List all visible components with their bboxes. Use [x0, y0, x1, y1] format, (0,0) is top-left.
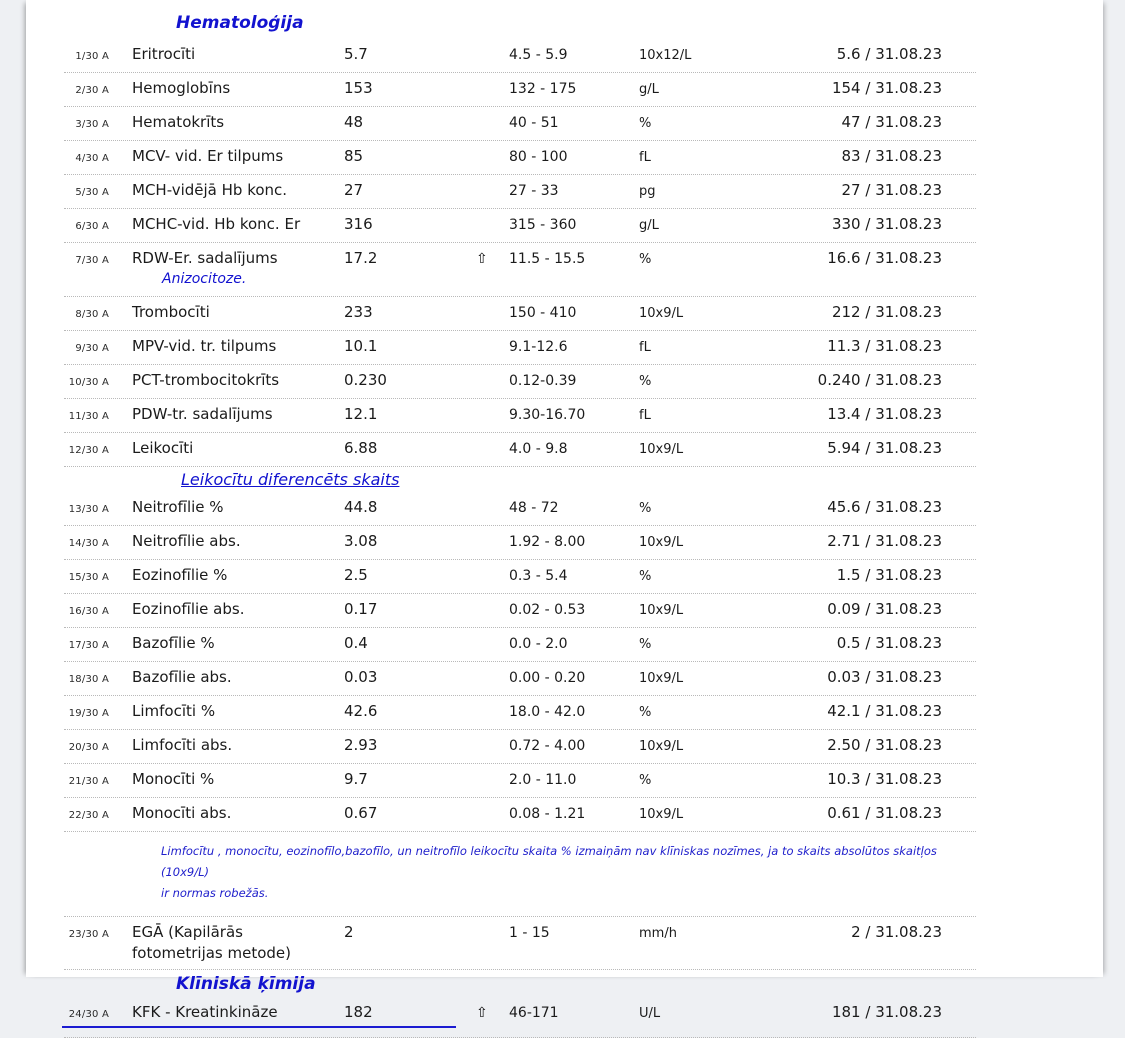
reference-range: 4.0 - 9.8: [509, 441, 568, 457]
result-value: 2.93: [344, 736, 378, 754]
unit: pg: [639, 184, 656, 199]
test-name: Trombocīti: [132, 303, 210, 321]
comment-note-line: ir normas robežās.: [161, 886, 269, 900]
row-index: 18/30 A: [68, 674, 109, 685]
previous-result: 13.4 / 31.08.23: [827, 405, 942, 423]
section-link-header: [64, 467, 976, 492]
previous-result: 42.1 / 31.08.23: [827, 702, 942, 720]
result-value: 17.2: [344, 249, 378, 267]
row-index: 2/30 A: [75, 85, 109, 96]
test-name-cell: [109, 248, 344, 291]
unit: %: [639, 773, 652, 788]
previous-result: 47 / 31.08.23: [841, 113, 942, 131]
test-name: PDW-tr. sadalījums: [132, 405, 273, 423]
row-index: 9/30 A: [75, 343, 109, 354]
row-index: 22/30 A: [68, 810, 109, 821]
unit: 10x9/L: [639, 807, 684, 822]
reference-range: 150 - 410: [509, 305, 577, 321]
result-value: 2: [344, 923, 354, 941]
test-name-cell: [109, 769, 344, 789]
row-index: 16/30 A: [68, 606, 109, 617]
row-index: 24/30 A: [68, 1009, 109, 1020]
result-row[interactable]: [64, 175, 976, 209]
test-name-cell: [109, 922, 344, 964]
test-name-cell: [109, 44, 344, 64]
previous-result: 181 / 31.08.23: [831, 1003, 942, 1021]
row-index: 3/30 A: [75, 119, 109, 130]
reference-range: 315 - 360: [509, 217, 577, 233]
result-value: 0.230: [344, 371, 387, 389]
row-index: 12/30 A: [68, 445, 109, 456]
result-value: 12.1: [344, 405, 378, 423]
result-value: 2.5: [344, 566, 368, 584]
test-name-cell: [109, 404, 344, 424]
row-index: 17/30 A: [68, 640, 109, 651]
previous-result: 10.3 / 31.08.23: [827, 770, 942, 788]
previous-result: 212 / 31.08.23: [831, 303, 942, 321]
reference-range: 40 - 51: [509, 115, 559, 131]
unit: 10x12/L: [639, 48, 692, 63]
test-name: Neitrofīlie abs.: [132, 532, 241, 550]
previous-result: 0.240 / 31.08.23: [817, 371, 942, 389]
result-value: 0.17: [344, 600, 378, 618]
unit: %: [639, 252, 652, 267]
test-name-cell: [109, 78, 344, 98]
row-index: 10/30 A: [68, 377, 109, 388]
test-name: Limfocīti abs.: [132, 736, 233, 754]
unit: %: [639, 705, 652, 720]
test-name: Eritrocīti: [132, 45, 196, 63]
previous-result: 11.3 / 31.08.23: [827, 337, 942, 355]
test-name: Neitrofīlie %: [132, 498, 224, 516]
previous-result: 0.5 / 31.08.23: [836, 634, 942, 652]
result-row[interactable]: [64, 696, 976, 730]
test-name: Bazofīlie abs.: [132, 668, 232, 686]
unit: 10x9/L: [639, 603, 684, 618]
unit: 10x9/L: [639, 535, 684, 550]
result-row[interactable]: [64, 526, 976, 560]
result-value: 9.7: [344, 770, 368, 788]
high-flag-arrow-icon: ⇧: [476, 251, 488, 267]
result-value: 6.88: [344, 439, 378, 457]
test-name-cell: [109, 599, 344, 619]
reference-range: 27 - 33: [509, 183, 559, 199]
row-index: 6/30 A: [75, 221, 109, 232]
test-name: PCT-trombocitokrīts: [132, 371, 280, 389]
reference-range: 46-171: [509, 1005, 559, 1021]
selected-row-underline: [62, 1026, 456, 1028]
result-row[interactable]: [64, 628, 976, 662]
row-index: 14/30 A: [68, 538, 109, 549]
row-index: 21/30 A: [68, 776, 109, 787]
test-name-cell: [109, 565, 344, 585]
result-value: 0.67: [344, 804, 378, 822]
reference-range: 4.5 - 5.9: [509, 47, 568, 63]
result-row[interactable]: [64, 594, 976, 628]
test-name: MPV-vid. tr. tilpums: [132, 337, 277, 355]
test-name-cell: [109, 302, 344, 322]
result-row[interactable]: [64, 107, 976, 141]
unit: %: [639, 637, 652, 652]
result-value: 182: [344, 1003, 373, 1021]
test-name-cell: [109, 146, 344, 166]
result-value: 10.1: [344, 337, 378, 355]
comment-note-line: Limfocītu , monocītu, eozinofīlo,bazofīlo, un neitrofīlo leikocītu skaita % izmaiņām nav klīniskas nozīmes, ja to skaits absolūtos skaitļos (10x9/L): [161, 844, 937, 879]
reference-range: 1.92 - 8.00: [509, 534, 586, 550]
result-value: 153: [344, 79, 373, 97]
result-value: 42.6: [344, 702, 378, 720]
unit: 10x9/L: [639, 442, 684, 457]
test-name: Monocīti %: [132, 770, 215, 788]
test-name: Bazofīlie %: [132, 634, 215, 652]
row-index: 4/30 A: [75, 153, 109, 164]
unit: %: [639, 374, 652, 389]
section-link-title[interactable]: Leikocītu diferencēts skaits: [181, 470, 400, 489]
row-index: 8/30 A: [75, 309, 109, 320]
test-name: Limfocīti %: [132, 702, 216, 720]
test-name: MCV- vid. Er tilpums: [132, 147, 284, 165]
test-name-cell: [109, 112, 344, 132]
result-row[interactable]: [64, 209, 976, 243]
reference-range: 0.00 - 0.20: [509, 670, 586, 686]
result-value: 0.4: [344, 634, 368, 652]
reference-range: 0.12-0.39: [509, 373, 577, 389]
unit: 10x9/L: [639, 306, 684, 321]
row-index: 23/30 A: [68, 929, 109, 940]
results-table: [64, 0, 976, 1038]
reference-range: 0.72 - 4.00: [509, 738, 586, 754]
comment-note: [64, 832, 976, 917]
test-name: KFK - Kreatinkināze: [132, 1003, 278, 1021]
test-name-cell: [109, 214, 344, 234]
reference-range: 80 - 100: [509, 149, 568, 165]
result-row[interactable]: [64, 331, 976, 365]
result-row[interactable]: [64, 73, 976, 107]
result-row[interactable]: [64, 297, 976, 331]
previous-result: 154 / 31.08.23: [831, 79, 942, 97]
unit: 10x9/L: [639, 739, 684, 754]
unit: g/L: [639, 218, 659, 233]
result-row[interactable]: [64, 39, 976, 73]
test-name: MCH-vidējā Hb konc.: [132, 181, 288, 199]
reference-range: 18.0 - 42.0: [509, 704, 586, 720]
unit: g/L: [639, 82, 659, 97]
reference-range: 9.30-16.70: [509, 407, 586, 423]
test-name-cell: [109, 803, 344, 823]
unit: fL: [639, 408, 651, 423]
result-row[interactable]: [64, 243, 976, 297]
test-name: RDW-Er. sadalījums: [132, 249, 278, 267]
test-name-cell: [109, 701, 344, 721]
test-name-cell: [109, 531, 344, 551]
result-value: 316: [344, 215, 373, 233]
row-index: 5/30 A: [75, 187, 109, 198]
test-name: Monocīti abs.: [132, 804, 232, 822]
row-index: 11/30 A: [68, 411, 109, 422]
unit: U/L: [639, 1006, 661, 1021]
result-row[interactable]: [64, 433, 976, 467]
test-name-line2: fotometrijas metode): [132, 944, 292, 962]
result-row[interactable]: [64, 492, 976, 526]
test-name-cell: [109, 1002, 344, 1022]
section-header: [64, 0, 976, 39]
result-row[interactable]: [64, 997, 976, 1038]
reference-range: 132 - 175: [509, 81, 577, 97]
result-row[interactable]: [64, 764, 976, 798]
row-index: 13/30 A: [68, 504, 109, 515]
result-row[interactable]: [64, 730, 976, 764]
test-name-cell: [109, 180, 344, 200]
test-name-cell: [109, 633, 344, 653]
result-row[interactable]: [64, 141, 976, 175]
unit: fL: [639, 150, 651, 165]
test-name-cell: [109, 438, 344, 458]
previous-result: 0.09 / 31.08.23: [827, 600, 942, 618]
test-name: Hematokrīts: [132, 113, 225, 131]
test-name-cell: [109, 497, 344, 517]
test-name: Eozinofīlie %: [132, 566, 228, 584]
reference-range: 1 - 15: [509, 925, 550, 941]
row-index: 19/30 A: [68, 708, 109, 719]
result-value: 3.08: [344, 532, 378, 550]
test-name-cell: [109, 336, 344, 356]
unit: %: [639, 569, 652, 584]
previous-result: 5.6 / 31.08.23: [836, 45, 942, 63]
result-comment: Anizocitoze.: [162, 271, 247, 287]
test-name-cell: [109, 370, 344, 390]
unit: %: [639, 116, 652, 131]
result-value: 85: [344, 147, 364, 165]
reference-range: 11.5 - 15.5: [509, 251, 586, 267]
reference-range: 0.0 - 2.0: [509, 636, 568, 652]
previous-result: 2.50 / 31.08.23: [827, 736, 942, 754]
result-value: 48: [344, 113, 364, 131]
previous-result: 45.6 / 31.08.23: [827, 498, 942, 516]
test-name-cell: [109, 735, 344, 755]
unit: mm/h: [639, 926, 677, 941]
row-index: 7/30 A: [75, 255, 109, 266]
row-index: 1/30 A: [75, 51, 109, 62]
section-header: [64, 970, 976, 997]
row-index: 20/30 A: [68, 742, 109, 753]
reference-range: 0.08 - 1.21: [509, 806, 586, 822]
test-name: Hemoglobīns: [132, 79, 231, 97]
result-row[interactable]: [64, 365, 976, 399]
section-title: Hematoloģija: [176, 13, 304, 33]
previous-result: 330 / 31.08.23: [831, 215, 942, 233]
unit: %: [639, 501, 652, 516]
unit: 10x9/L: [639, 671, 684, 686]
result-value: 5.7: [344, 45, 368, 63]
result-row[interactable]: [64, 560, 976, 594]
section-title: Klīniskā ķīmija: [176, 974, 316, 994]
previous-result: 16.6 / 31.08.23: [827, 249, 942, 267]
test-name: Leikocīti: [132, 439, 194, 457]
previous-result: 2.71 / 31.08.23: [827, 532, 942, 550]
result-value: 27: [344, 181, 364, 199]
test-name: MCHC-vid. Hb konc. Er: [132, 215, 301, 233]
test-name: Eozinofīlie abs.: [132, 600, 245, 618]
reference-range: 0.3 - 5.4: [509, 568, 568, 584]
reference-range: 2.0 - 11.0: [509, 772, 577, 788]
previous-result: 83 / 31.08.23: [841, 147, 942, 165]
previous-result: 2 / 31.08.23: [851, 923, 942, 941]
previous-result: 1.5 / 31.08.23: [836, 566, 942, 584]
result-row[interactable]: [64, 662, 976, 696]
result-value: 0.03: [344, 668, 378, 686]
unit: fL: [639, 340, 651, 355]
row-index: 15/30 A: [68, 572, 109, 583]
previous-result: 0.61 / 31.08.23: [827, 804, 942, 822]
result-value: 44.8: [344, 498, 378, 516]
lab-results-document: [26, 0, 1103, 1021]
previous-result: 27 / 31.08.23: [841, 181, 942, 199]
result-value: 233: [344, 303, 373, 321]
reference-range: 48 - 72: [509, 500, 559, 516]
high-flag-arrow-icon: ⇧: [476, 1005, 488, 1021]
result-row[interactable]: [64, 917, 976, 970]
previous-result: 0.03 / 31.08.23: [827, 668, 942, 686]
reference-range: 9.1-12.6: [509, 339, 568, 355]
result-row[interactable]: [64, 798, 976, 832]
previous-result: 5.94 / 31.08.23: [827, 439, 942, 457]
result-row[interactable]: [64, 399, 976, 433]
test-name: EGĀ (Kapilārās: [132, 923, 243, 941]
reference-range: 0.02 - 0.53: [509, 602, 586, 618]
test-name-cell: [109, 667, 344, 687]
